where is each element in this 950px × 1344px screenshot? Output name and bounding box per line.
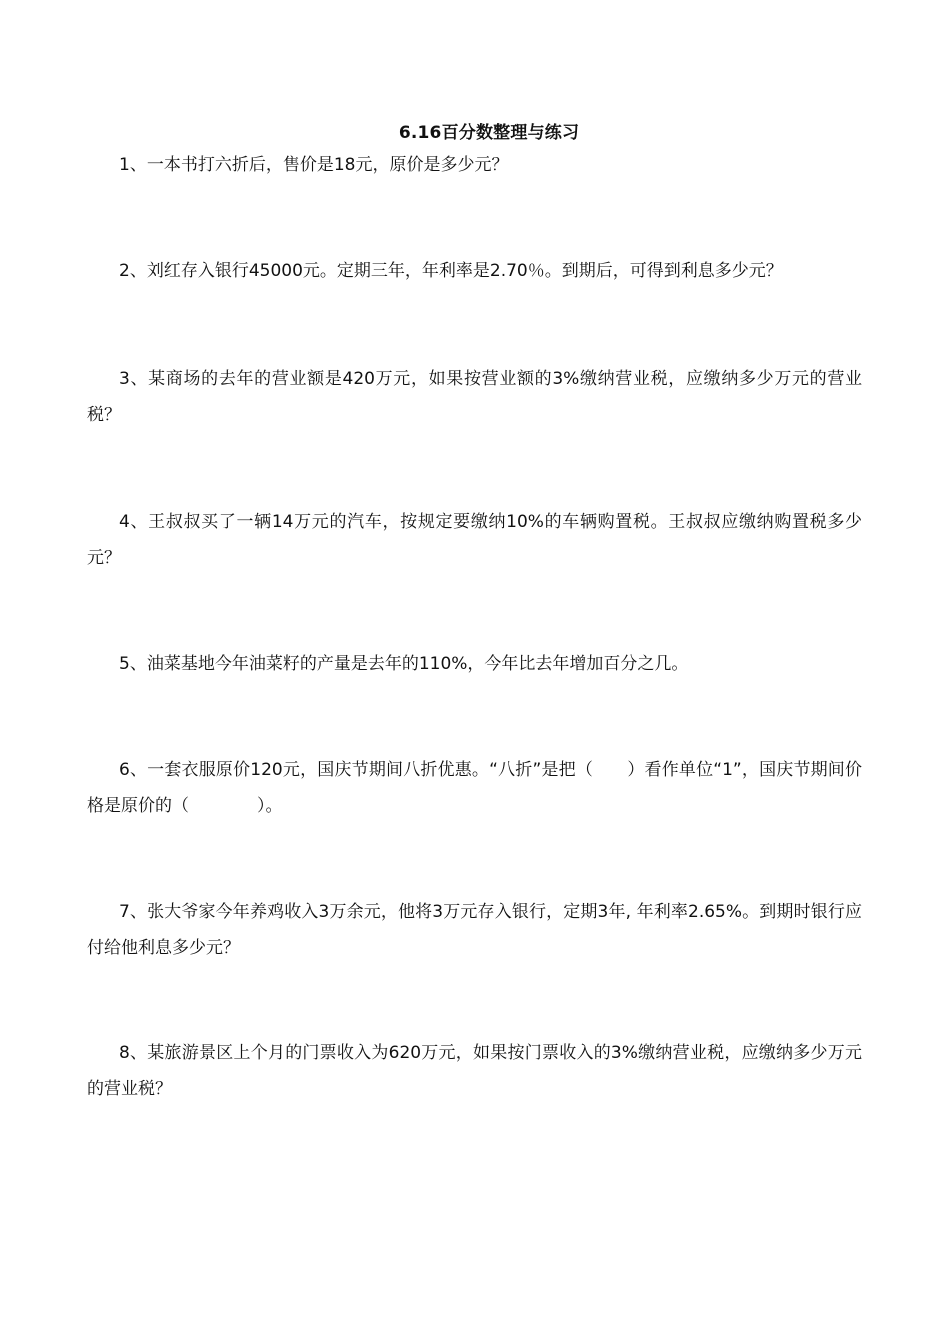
question-4: 4、王叔叔买了一辆14万元的汽车，按规定要缴纳10%的车辆购置税。王叔叔应缴纳购置税多少元？ [87, 512, 862, 568]
question-3: 3、某商场的去年的营业额是420万元，如果按营业额的3%缴纳营业税，应缴纳多少万元的营业税？ [87, 369, 862, 425]
question-6: 6、一套衣服原价120元，国庆节期间八折优惠。“八折”是把（ ）看作单位“1”，国庆节期间价格是原价的（ ）。 [87, 760, 862, 816]
question-8: 8、某旅游景区上个月的门票收入为620万元，如果按门票收入的3%缴纳营业税，应缴纳多少万元的营业税？ [87, 1043, 862, 1099]
question-7: 7、张大爷家今年养鸡收入3万余元，他将3万元存入银行，定期3年, 年利率2.65%。到期时银行应付给他利息多少元？ [87, 902, 862, 958]
question-1: 1、一本书打六折后，售价是18元，原价是多少元？ [119, 155, 509, 175]
question-5: 5、油菜基地今年油菜籽的产量是去年的110%，今年比去年增加百分之几。 [119, 654, 689, 674]
question-2: 2、刘红存入银行45000元。定期三年，年利率是2.70％。到期后，可得到利息多少元？ [119, 261, 783, 281]
page-title: 6.16百分数整理与练习 [398, 123, 580, 143]
